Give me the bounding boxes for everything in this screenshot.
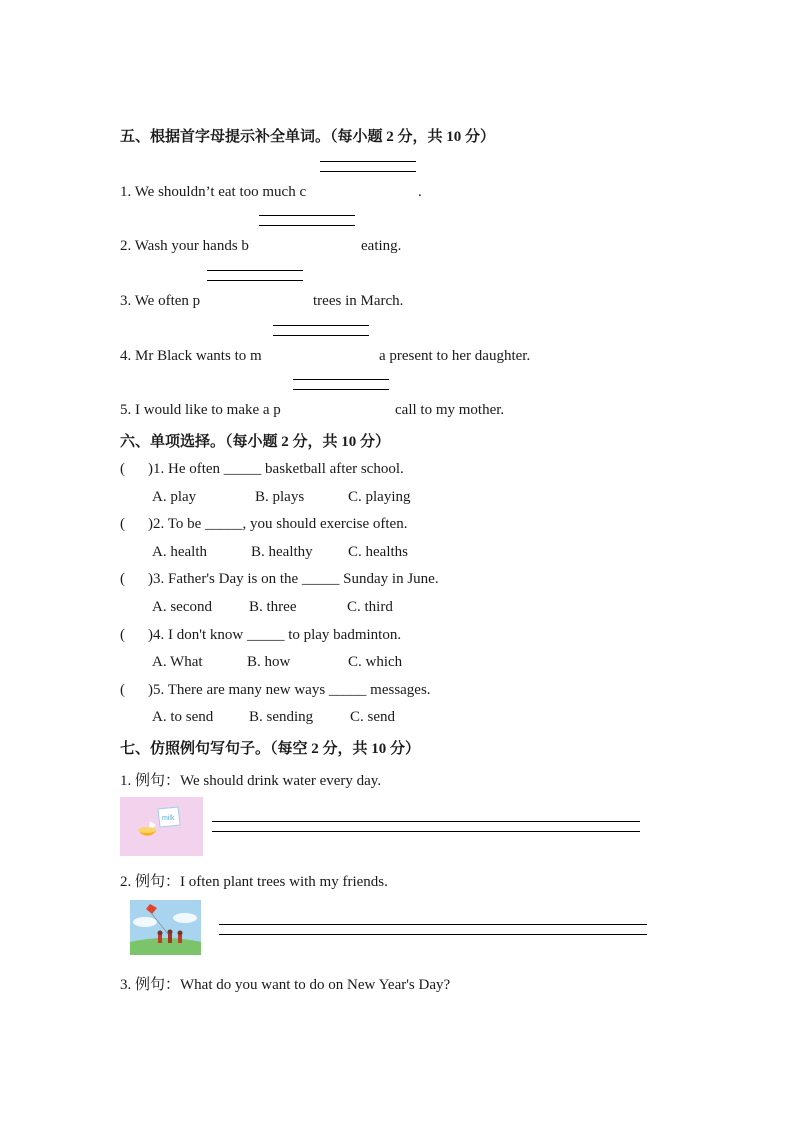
example-sentence-3: 3. 例句：What do you want to do on New Year's Day?: [120, 977, 451, 993]
option-c[interactable]: C. send: [350, 709, 395, 725]
fill-item-4: 4. Mr Black wants to m: [120, 348, 262, 364]
fill-item-2: 2. Wash your hands b: [120, 238, 249, 254]
writing-line-1[interactable]: [212, 821, 640, 832]
option-c[interactable]: C. third: [347, 599, 393, 615]
section-6-heading: 六、单项选择。（每小题 2 分，共 10 分）: [120, 434, 391, 450]
option-c[interactable]: C. which: [348, 654, 403, 670]
option-a[interactable]: A. second: [152, 599, 212, 615]
kite-flying-picture: [130, 900, 201, 955]
children-kite-icon: [130, 900, 201, 955]
writing-line-2[interactable]: [219, 924, 647, 935]
option-b[interactable]: B. healthy: [251, 544, 313, 560]
option-b[interactable]: B. three: [249, 599, 297, 615]
choice-question-4: )4. I don't know _____ to play badminton.: [148, 627, 402, 643]
fill-item-4-end: a present to her daughter.: [379, 348, 531, 364]
option-b[interactable]: B. plays: [255, 489, 305, 505]
option-c[interactable]: C. playing: [348, 489, 411, 505]
example-sentence-1: 1. 例句：We should drink water every day.: [120, 773, 382, 789]
section-5-heading: 五、根据首字母提示补全单词。（每小题 2 分，共 10 分）: [120, 129, 496, 145]
option-a[interactable]: A. to send: [152, 709, 214, 725]
answer-paren-5[interactable]: (: [120, 682, 125, 698]
option-a[interactable]: A. health: [152, 544, 207, 560]
fill-item-2-end: eating.: [361, 238, 402, 254]
fill-item-3-end: trees in March.: [313, 293, 404, 309]
choice-question-3: )3. Father's Day is on the _____ Sunday in June.: [148, 571, 439, 587]
milk-glass-icon: [120, 797, 203, 856]
option-c[interactable]: C. healths: [348, 544, 408, 560]
answer-paren-2[interactable]: (: [120, 516, 125, 532]
answer-blank-1[interactable]: [320, 161, 416, 172]
example-sentence-2: 2. 例句：I often plant trees with my friends.: [120, 874, 388, 890]
fill-item-5: 5. I would like to make a p: [120, 402, 281, 418]
choice-question-5: )5. There are many new ways _____ messages.: [148, 682, 431, 698]
section-7-heading: 七、仿照例句写句子。（每空 2 分，共 10 分）: [120, 741, 421, 757]
answer-paren-3[interactable]: (: [120, 571, 125, 587]
answer-paren-1[interactable]: (: [120, 461, 125, 477]
option-b[interactable]: B. sending: [249, 709, 314, 725]
answer-paren-4[interactable]: (: [120, 627, 125, 643]
fill-item-3: 3. We often p: [120, 293, 201, 309]
answer-blank-5[interactable]: [293, 379, 389, 390]
answer-blank-2[interactable]: [259, 215, 355, 226]
option-a[interactable]: A. play: [152, 489, 197, 505]
answer-blank-3[interactable]: [207, 270, 303, 281]
fill-item-1-end: .: [418, 184, 422, 200]
milk-picture: [120, 797, 203, 856]
choice-question-2: )2. To be _____, you should exercise often.: [148, 516, 408, 532]
fill-item-5-end: call to my mother.: [395, 402, 505, 418]
answer-blank-4[interactable]: [273, 325, 369, 336]
fill-item-1: 1. We shouldn’t eat too much c: [120, 184, 307, 200]
option-b[interactable]: B. how: [247, 654, 291, 670]
milk-label: milk: [162, 815, 175, 822]
choice-question-1: )1. He often _____ basketball after school.: [148, 461, 404, 477]
option-a[interactable]: A. What: [152, 654, 203, 670]
